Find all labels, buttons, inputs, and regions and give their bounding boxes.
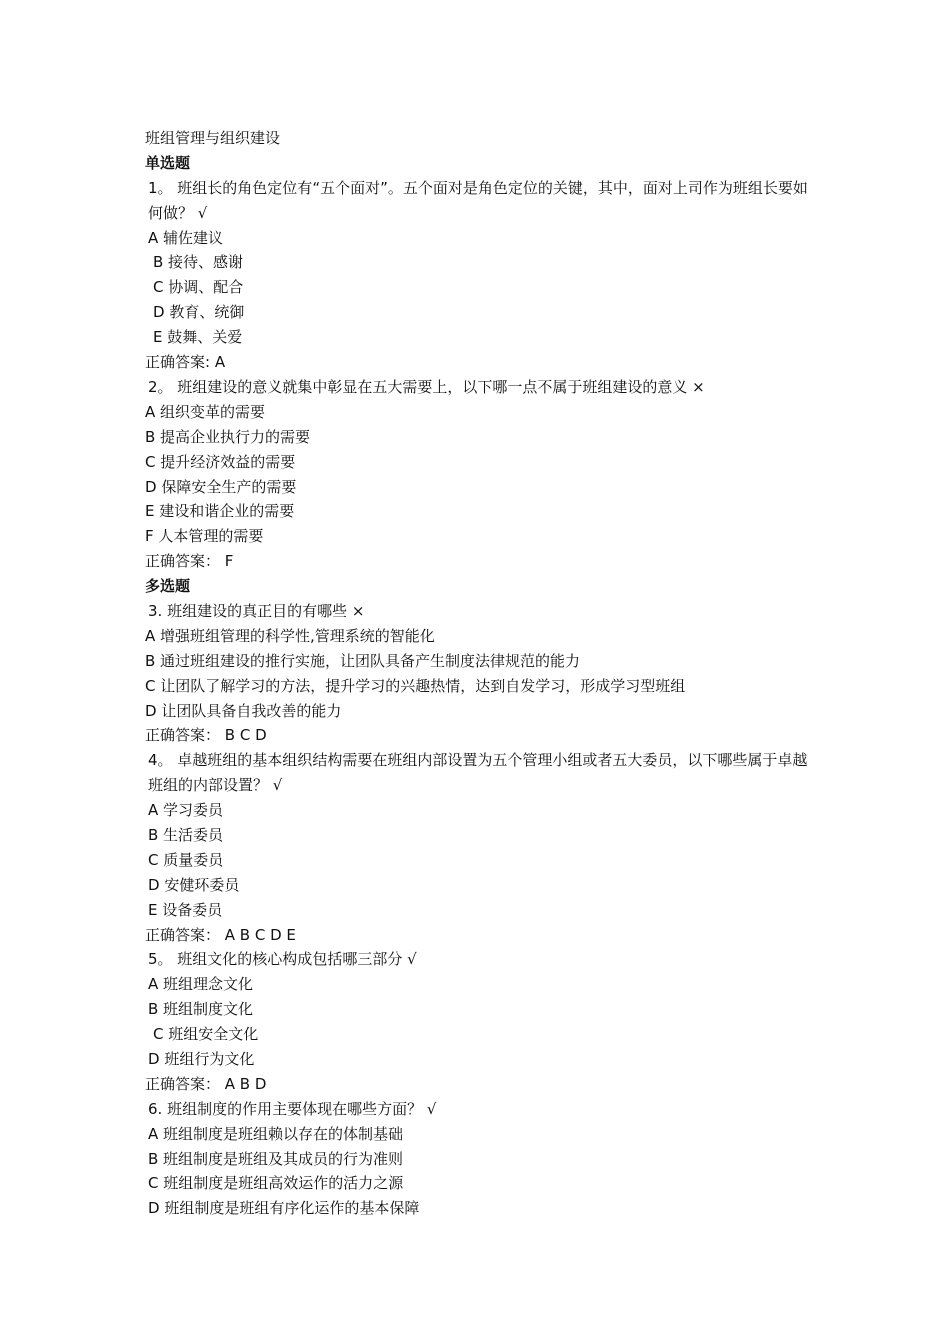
question-stem: 2。 班组建设的意义就集中彰显在五大需要上，以下哪一点不属于班组建设的意义 ×: [148, 377, 705, 396]
document-title: 班组管理与组织建设: [145, 129, 281, 147]
option: B 通过班组建设的推行实施，让团队具备产生制度法律规范的能力: [145, 651, 581, 670]
option: D 教育、统御: [153, 303, 245, 322]
option: D 保障安全生产的需要: [145, 477, 297, 496]
document-page: [145, 126, 815, 1221]
option: B 提高企业执行力的需要: [145, 427, 311, 446]
option: F 人本管理的需要: [145, 527, 264, 546]
option: D 安健环委员: [148, 875, 240, 894]
option: C 协调、配合: [153, 278, 244, 297]
option: B 班组制度是班组及其成员的行为准则: [148, 1149, 404, 1168]
answer: 正确答案： A B C D E: [145, 925, 296, 944]
option: A 班组理念文化: [148, 975, 254, 994]
section-heading-single-choice: 单选题: [145, 153, 191, 172]
option: D 班组行为文化: [148, 1050, 255, 1069]
section-heading-multiple-choice: 多选题: [145, 577, 191, 596]
option: C 质量委员: [148, 850, 224, 869]
option: C 让团队了解学习的方法，提升学习的兴趣热情，达到自发学习，形成学习型班组: [145, 676, 686, 695]
option: D 班组制度是班组有序化运作的基本保障: [148, 1199, 420, 1218]
option: D 让团队具备自我改善的能力: [145, 701, 342, 720]
answer: 正确答案： A B D: [145, 1074, 267, 1093]
question-stem: 6. 班组制度的作用主要体现在哪些方面？ √: [148, 1099, 437, 1118]
option: C 班组制度是班组高效运作的活力之源: [148, 1174, 404, 1193]
question-stem: 5。 班组文化的核心构成包括哪三部分 √: [148, 950, 417, 969]
option: B 生活委员: [148, 826, 224, 844]
option: A 学习委员: [148, 801, 224, 820]
option: E 鼓舞、关爱: [153, 328, 243, 347]
question-stem: 3. 班组建设的真正目的有哪些 ×: [148, 601, 365, 620]
option: C 提升经济效益的需要: [145, 452, 296, 471]
option: B 班组制度文化: [148, 1000, 254, 1019]
answer: 正确答案： F: [145, 552, 234, 571]
option: C 班组安全文化: [153, 1025, 259, 1044]
option: A 班组制度是班组赖以存在的体制基础: [148, 1124, 404, 1143]
question-stem: 1。 班组长的角色定位有“五个面对”。五个面对是角色定位的关键，其中，面对上司作为班组长要如何做？ √: [148, 178, 808, 222]
question-stem: 4。 卓越班组的基本组织结构需要在班组内部设置为五个管理小组或者五大委员，以下哪些属于卓越班组的内部设置？ √: [148, 751, 808, 795]
option: A 增强班组管理的科学性,管理系统的智能化: [145, 626, 435, 645]
option: A 辅佐建议: [148, 228, 224, 247]
option: A 组织变革的需要: [145, 402, 266, 421]
answer: 正确答案： B C D: [145, 726, 267, 745]
option: E 建设和谐企业的需要: [145, 502, 295, 521]
option: E 设备委员: [148, 900, 223, 919]
option: B 接待、感谢: [153, 253, 244, 272]
answer: 正确答案: A: [145, 353, 226, 372]
